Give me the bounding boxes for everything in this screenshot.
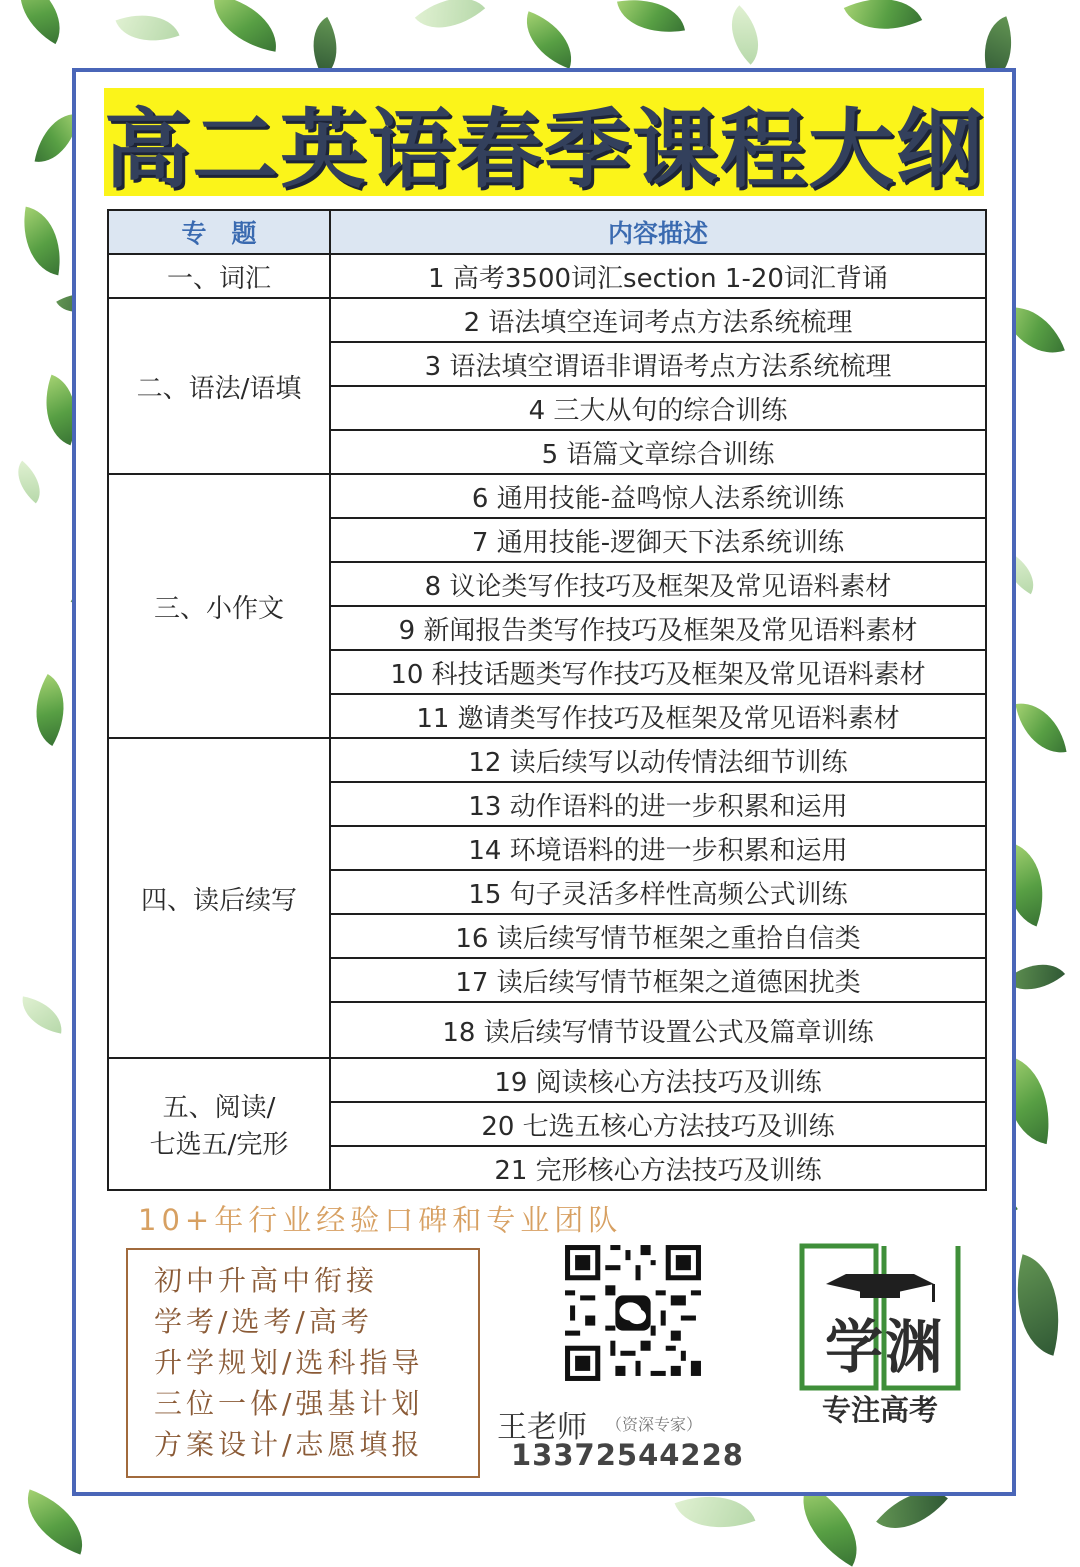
service-item: 三位一体/强基计划: [154, 1387, 424, 1420]
course-outline-table: [107, 209, 987, 1191]
topic-cell: 二、语法/语填: [108, 298, 330, 474]
promo-tagline: 10+年行业经验口碑和专业团队: [138, 1203, 623, 1237]
logo-name: 学渊: [824, 1313, 945, 1381]
content-cell: 20 七选五核心方法技巧及训练: [330, 1102, 986, 1146]
teacher-name: 王老师: [497, 1410, 587, 1445]
service-item: 升学规划/选科指导: [154, 1346, 424, 1379]
column-header-description: 内容描述: [330, 210, 986, 254]
content-cell: 7 通用技能-逻御天下法系统训练: [330, 518, 986, 562]
service-item: 学考/选考/高考: [154, 1305, 373, 1338]
content-cell: 12 读后续写以动传情法细节训练: [330, 738, 986, 782]
service-item: 初中升高中衔接: [154, 1264, 379, 1297]
table-row: [108, 298, 986, 342]
content-cell: 14 环境语料的进一步积累和运用: [330, 826, 986, 870]
service-item: 方案设计/志愿填报: [154, 1428, 424, 1461]
content-cell: 10 科技话题类写作技巧及框架及常见语料素材: [330, 650, 986, 694]
content-cell: 17 读后续写情节框架之道德困扰类: [330, 958, 986, 1002]
table-row: [108, 738, 986, 782]
qr-code-icon[interactable]: [560, 1240, 706, 1386]
content-cell: 4 三大从句的综合训练: [330, 386, 986, 430]
topic-cell: 三、小作文: [108, 474, 330, 738]
content-cell: 6 通用技能-益鸣惊人法系统训练: [330, 474, 986, 518]
column-header-topic: 专 题: [108, 210, 330, 254]
table-row: [108, 254, 986, 298]
topic-line: 五、阅读/: [162, 1093, 276, 1123]
phone-number[interactable]: 13372544228: [511, 1438, 744, 1472]
content-cell: 16 读后续写情节框架之重拾自信类: [330, 914, 986, 958]
content-cell: 21 完形核心方法技巧及训练: [330, 1146, 986, 1190]
wechat-icon: [615, 1295, 650, 1330]
table-header-row: [108, 210, 986, 254]
content-cell: 11 邀请类写作技巧及框架及常见语料素材: [330, 694, 986, 738]
services-box: [126, 1248, 480, 1478]
logo-slogan: 专注高考: [821, 1393, 938, 1427]
content-cell: 1 高考3500词汇section 1-20词汇背诵: [330, 254, 986, 298]
graduation-cap-icon: [826, 1274, 935, 1302]
content-cell: 8 议论类写作技巧及框架及常见语料素材: [330, 562, 986, 606]
topic-line: 七选五/完形: [149, 1130, 289, 1160]
topic-cell: 四、读后续写: [108, 738, 330, 1058]
table-row: [108, 474, 986, 518]
content-cell: 15 句子灵活多样性高频公式训练: [330, 870, 986, 914]
content-cell: 9 新闻报告类写作技巧及框架及常见语料素材: [330, 606, 986, 650]
content-cell: 19 阅读核心方法技巧及训练: [330, 1058, 986, 1102]
topic-cell: [108, 1058, 330, 1190]
content-cell: 2 语法填空连词考点方法系统梳理: [330, 298, 986, 342]
content-cell: 13 动作语料的进一步积累和运用: [330, 782, 986, 826]
topic-cell: 一、词汇: [108, 254, 330, 298]
teacher-title: （资深专家）: [606, 1415, 703, 1434]
page-title: 高二英语春季课程大纲: [104, 100, 984, 200]
content-cell: 3 语法填空谓语非谓语考点方法系统梳理: [330, 342, 986, 386]
content-cell: 5 语篇文章综合训练: [330, 430, 986, 474]
content-cell: 18 读后续写情节设置公式及篇章训练: [330, 1002, 986, 1058]
table-row: [108, 1058, 986, 1102]
